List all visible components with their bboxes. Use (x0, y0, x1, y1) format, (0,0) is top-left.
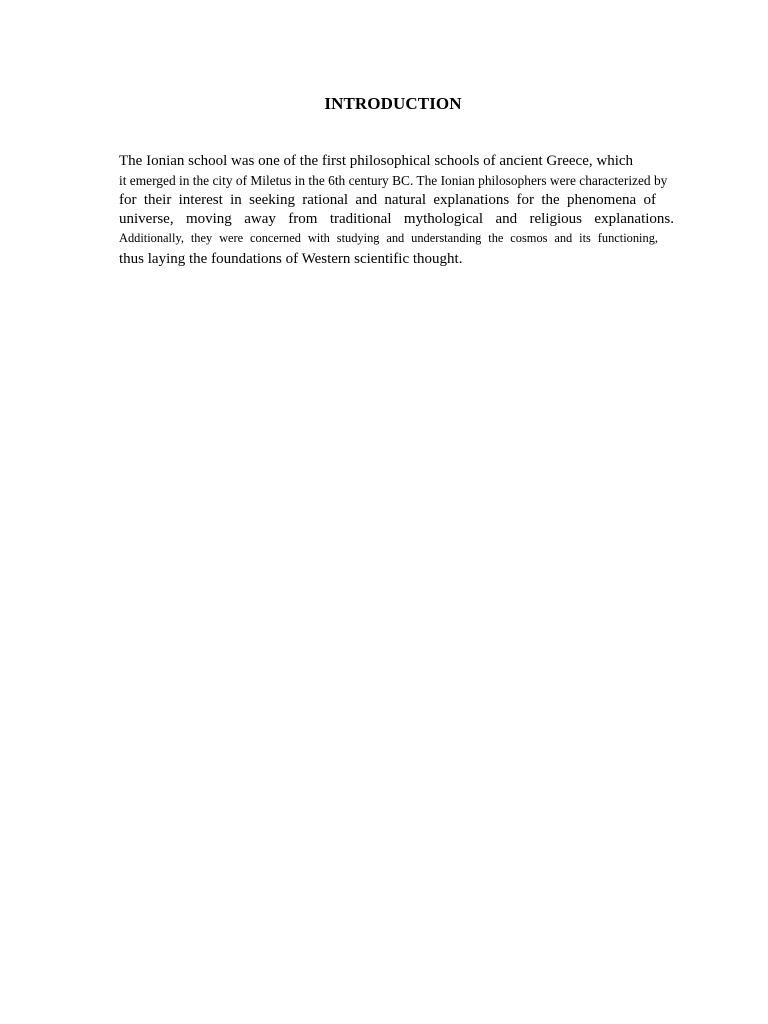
paragraph-line: thus laying the foundations of Western scientific thought. (119, 251, 463, 267)
paragraph-line: it emerged in the city of Miletus in the 6th century BC. The Ionian philosophers were characterized by (119, 173, 668, 188)
paragraph-line: universe, moving away from traditional mythological and religious explanations. (119, 211, 674, 227)
paragraph-line: Additionally, they were concerned with studying and understanding the cosmos and its functioning, (119, 231, 658, 245)
paragraph-line: for their interest in seeking rational and natural explanations for the phenomena of (119, 192, 656, 208)
paragraph-line: The Ionian school was one of the first philosophical schools of ancient Greece, which (119, 153, 634, 169)
page-title: INTRODUCTION (324, 94, 462, 113)
